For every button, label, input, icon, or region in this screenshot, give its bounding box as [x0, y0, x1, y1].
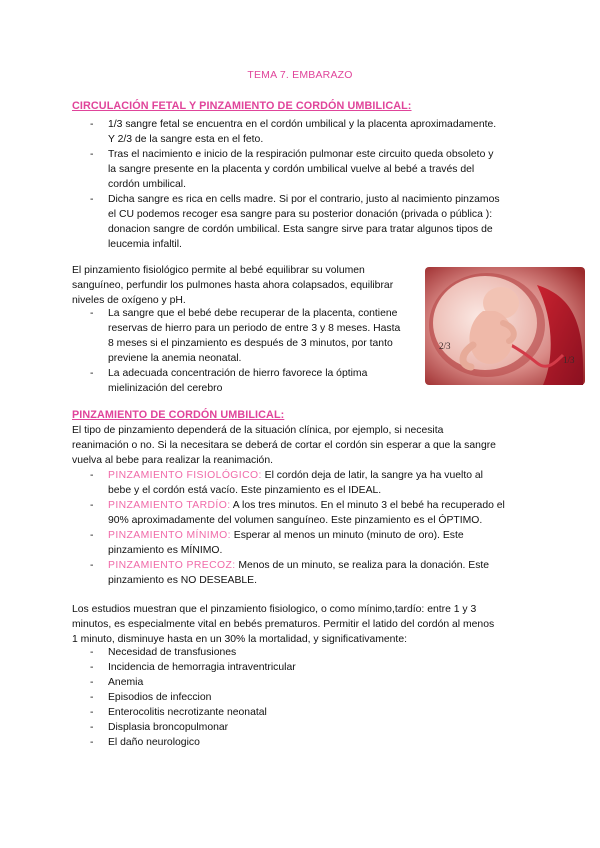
- list-item-text: Anemia: [108, 677, 144, 688]
- type-text-cont: bebe y el cordón está vacío. Este pinzamiento es el IDEAL.: [108, 485, 382, 496]
- paragraph-line: El tipo de pinzamiento dependerá de la situación clínica, por ejemplo, si necesita: [72, 425, 444, 436]
- list-item-line: leucemia infaltil.: [108, 239, 182, 250]
- list-item-line: reservas de hierro para un periodo de entre 3 y 8 meses. Hasta: [108, 323, 401, 334]
- bullet-dash: -: [90, 308, 94, 319]
- bullet-dash: -: [90, 677, 94, 688]
- fetus-body: [469, 311, 513, 364]
- document-title: TEMA 7. EMBARAZO: [247, 69, 353, 81]
- list-item-text: El daño neurologico: [108, 737, 200, 748]
- bullet-dash: -: [90, 530, 94, 541]
- bullet-dash: -: [90, 194, 94, 205]
- list-item-line: Y 2/3 de la sangre esta en el feto.: [108, 134, 264, 145]
- list-item-text: Necesidad de transfusiones: [108, 647, 237, 658]
- paragraph-line: niveles de oxígeno y pH.: [72, 295, 186, 306]
- list-item-text: Episodios de infeccion: [108, 692, 212, 703]
- bullet-dash: -: [90, 560, 94, 571]
- bullet-dash: -: [90, 500, 94, 511]
- bullet-dash: -: [90, 149, 94, 160]
- type-label: PINZAMIENTO FISIOLÓGICO:: [108, 470, 262, 481]
- bullet-dash: -: [90, 662, 94, 673]
- paragraph-tipo-pinzamiento: [72, 423, 496, 468]
- paragraph-line: minutos, es especialmente vital en bebés prematuros. Permitir el latido del cordón al menos: [72, 619, 495, 630]
- list-item-text: Displasia broncopulmonar: [108, 722, 229, 733]
- list-item-line: La adecuada concentración de hierro favorece la óptima: [108, 368, 368, 379]
- bullet-dash: -: [90, 722, 94, 733]
- fetus-illustration-svg: [425, 267, 585, 385]
- section-heading-circulacion: CIRCULACIÓN FETAL Y PINZAMIENTO DE CORDÓN UMBILICAL:: [72, 100, 412, 112]
- paragraph-line: Los estudios muestran que el pinzamiento fisiologico, o como mínimo,tardío: entre 1 y 3: [72, 604, 477, 615]
- label-two-thirds: 2/3: [439, 341, 451, 351]
- bullet-dash: -: [90, 119, 94, 130]
- type-text: Menos de un minuto, se realiza para la donación. Este: [235, 560, 490, 571]
- list-item-line: Tras el nacimiento e inicio de la respiración pulmonar este circuito queda obsoleto y: [108, 149, 494, 160]
- paragraph-line: reanimación o no. Si la necesitara se deberá de cortar el cordón sin esperar a que la sangre: [72, 440, 496, 451]
- bullet-dash: -: [90, 737, 94, 748]
- type-text-cont: 90% aproximadamente del volumen sanguíneo. Este pinzamiento es el ÓPTIMO.: [108, 515, 483, 526]
- list-item-line: cordón umbilical.: [108, 179, 186, 190]
- paragraph-line: sanguíneo, perfundir los pulmones hasta ahora colapsados, equilibrar: [72, 280, 394, 291]
- section-heading-pinzamiento: PINZAMIENTO DE CORDÓN UMBILICAL:: [72, 409, 285, 421]
- bullet-dash: -: [90, 470, 94, 481]
- type-label: PINZAMIENTO TARDÍO:: [108, 500, 231, 511]
- list-item-line: Dicha sangre es rica en cells madre. Si por el contrario, justo al nacimiento pinzamos: [108, 194, 500, 205]
- list-item-line: La sangre que el bebé debe recuperar de la placenta, contiene: [108, 308, 398, 319]
- list-item-text: Incidencia de hemorragia intraventricular: [108, 662, 296, 673]
- paragraph-line: vuelva al bebe para realizar la reanimación.: [72, 455, 273, 466]
- type-text: El cordón deja de latir, la sangre ya ha vuelto al: [261, 470, 483, 481]
- list-item-line: el CU podemos recoger esa sangre para su posterior donación (privada o pública ):: [108, 209, 493, 220]
- type-text: A los tres minutos. En el minuto 3 el bebé ha recuperado el: [230, 500, 505, 511]
- type-label: PINZAMIENTO MÍNIMO:: [108, 530, 231, 541]
- paragraph-fisiologico: [72, 263, 393, 308]
- list-item-line: previene la anemia neonatal.: [108, 353, 242, 364]
- list-item-line: mielinización del cerebro: [108, 383, 223, 394]
- list-item-line: 1/3 sangre fetal se encuentra en el cordón umbilical y la placenta aproximadamente.: [108, 119, 497, 130]
- list-item-line: la sangre presente en la placenta y cordón umbilical vuelve al bebé a través del: [108, 164, 475, 175]
- label-one-third: 1/3: [563, 355, 575, 365]
- type-label: PINZAMIENTO PRECOZ:: [108, 560, 236, 571]
- bullet-dash: -: [90, 647, 94, 658]
- bullet-dash: -: [90, 707, 94, 718]
- bullet-dash: -: [90, 692, 94, 703]
- type-text-cont: pinzamiento es NO DESEABLE.: [108, 575, 258, 586]
- paragraph-line: 1 minuto, disminuye hasta en un 30% la mortalidad, y significativamente:: [72, 634, 407, 645]
- paragraph-estudios: [72, 602, 494, 647]
- bullet-dash: -: [90, 368, 94, 379]
- fetus-placenta-illustration: [425, 267, 585, 385]
- list-item-line: donacion sangre de cordón umbilical. Esta sangre sirve para tratar algunos tipos de: [108, 224, 493, 235]
- type-text-cont: pinzamiento es MÍNIMO.: [108, 545, 223, 556]
- paragraph-line: El pinzamiento fisiológico permite al bebé equilibrar su volumen: [72, 265, 365, 276]
- list-item-text: Enterocolitis necrotizante neonatal: [108, 707, 267, 718]
- type-text: Esperar al menos un minuto (minuto de oro). Este: [230, 530, 464, 541]
- list-item-line: 8 meses si el pinzamiento es después de 3 minutos, por tanto: [108, 338, 393, 349]
